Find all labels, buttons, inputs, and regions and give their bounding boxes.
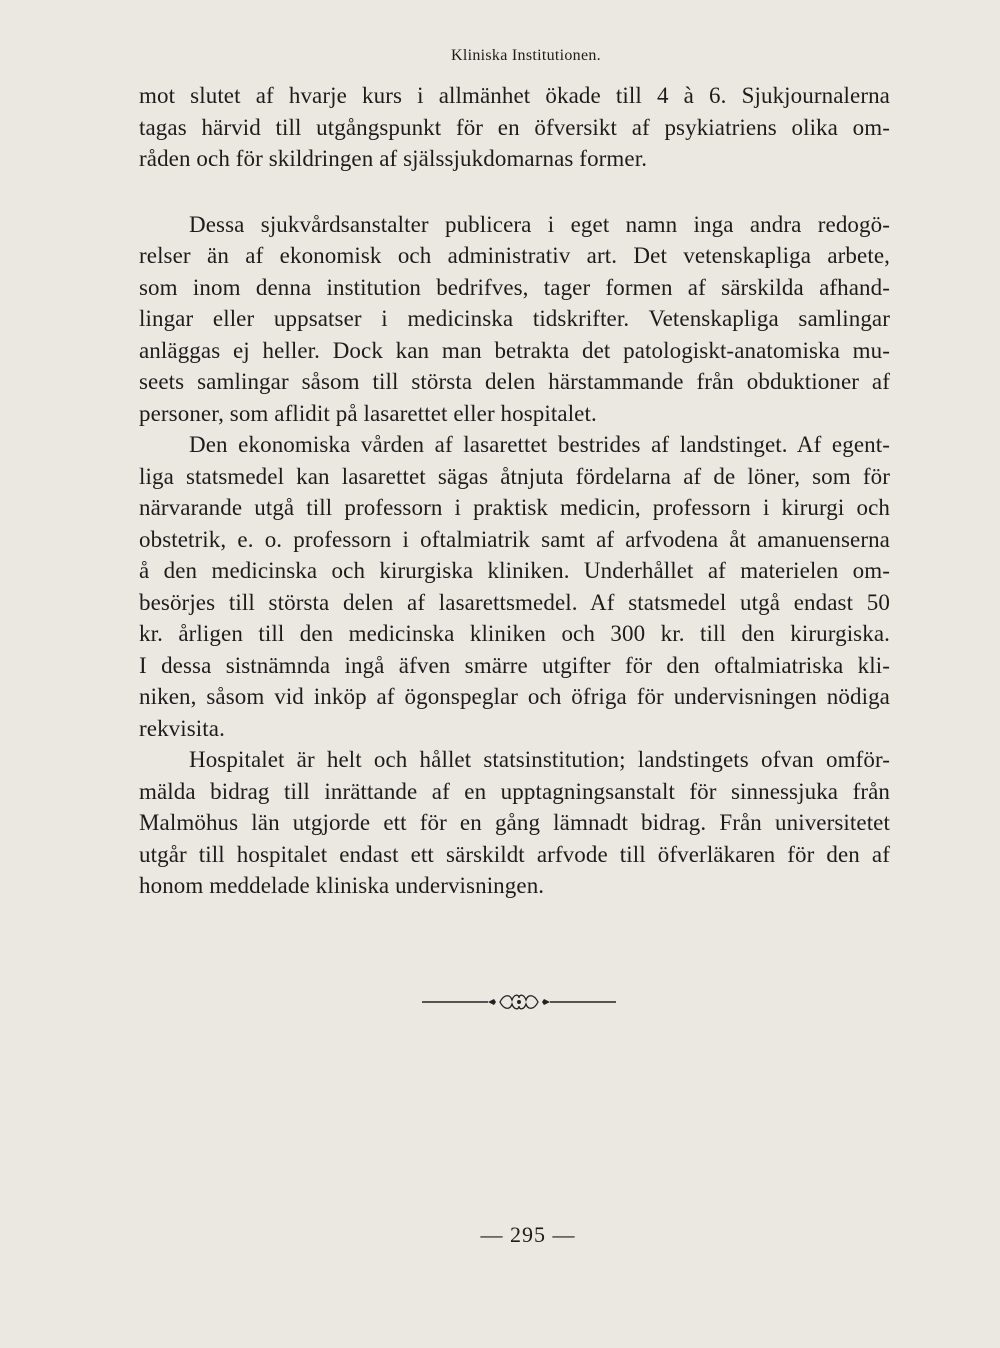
- body-text: [139, 80, 890, 902]
- text-line: relser än af ekonomisk och administrativ art. Det vetenskapliga arbete,: [139, 243, 890, 268]
- text-line: I dessa sistnämnda ingå äfven smärre utgifter för den oftalmiatriska kli-: [139, 652, 890, 678]
- page-number: — 295 —: [480, 1222, 576, 1247]
- text-line: å den medicinska och kirurgiska kliniken. Underhållet af materielen om-: [139, 558, 890, 583]
- text-line: seets samlingar såsom till största delen härstammande från obduktioner af: [139, 369, 890, 394]
- text-line: rekvisita.: [139, 715, 225, 741]
- text-line: råden och för skildringen af själssjukdomarnas former.: [139, 146, 648, 171]
- text-line: lingar eller uppsatser i medicinska tidskrifter. Vetenskapliga samlingar: [139, 306, 890, 331]
- text-line: mot slutet af hvarje kurs i allmänhet ökade till 4 à 6. Sjukjournalerna: [139, 83, 890, 108]
- text-line: mälda bidrag till inrättande af en upptagningsanstalt för sinnessjuka från: [139, 778, 890, 804]
- text-line: Dessa sjukvårdsanstalter publicera i eget namn inga andra redogö-: [189, 211, 890, 237]
- paragraph-gap: [139, 175, 890, 209]
- running-header: Kliniska Institutionen.: [450, 47, 601, 64]
- text-line: kr. årligen till den medicinska kliniken och 300 kr. till den kirurgiska.: [139, 621, 890, 646]
- text-line: besörjes till största delen af lasarettsmedel. Af statsmedel utgå endast 50: [139, 589, 890, 615]
- text-line: obstetrik, e. o. professorn i oftalmiatrik samt af arfvodena åt amanuenserna: [139, 526, 890, 552]
- text-line: tagas härvid till utgångspunkt för en öfversikt af psykiatriens olika om-: [139, 114, 890, 140]
- text-line: som inom denna institution bedrifves, tager formen af särskilda afhand-: [139, 274, 890, 300]
- text-line: personer, som aflidit på lasarettet eller hospitalet.: [139, 400, 597, 426]
- text-line: Malmöhus län utgjorde ett för en gång lämnadt bidrag. Från universitetet: [139, 810, 890, 835]
- text-line: Hospitalet är helt och hållet statsinstitution; landstingets ofvan omför-: [189, 747, 890, 772]
- ornament-divider: [422, 992, 616, 1012]
- text-line: Den ekonomiska vården af lasarettet bestrides af landstinget. Af egent-: [189, 432, 890, 457]
- text-line: honom meddelade kliniska undervisningen.: [139, 873, 545, 898]
- text-line: utgår till hospitalet endast ett särskildt arfvode till öfverläkaren för den af: [139, 841, 890, 867]
- text-line: närvarande utgå till professorn i praktisk medicin, professorn i kirurgi och: [139, 495, 890, 520]
- text-line: niken, såsom vid inköp af ögonspeglar och öfriga för undervisningen nödiga: [139, 684, 890, 709]
- text-line: anläggas ej heller. Dock kan man betrakta det patologiskt-anatomiska mu-: [139, 337, 890, 363]
- text-line: liga statsmedel kan lasarettet sägas åtnjuta fördelarna af de löner, som för: [139, 463, 890, 489]
